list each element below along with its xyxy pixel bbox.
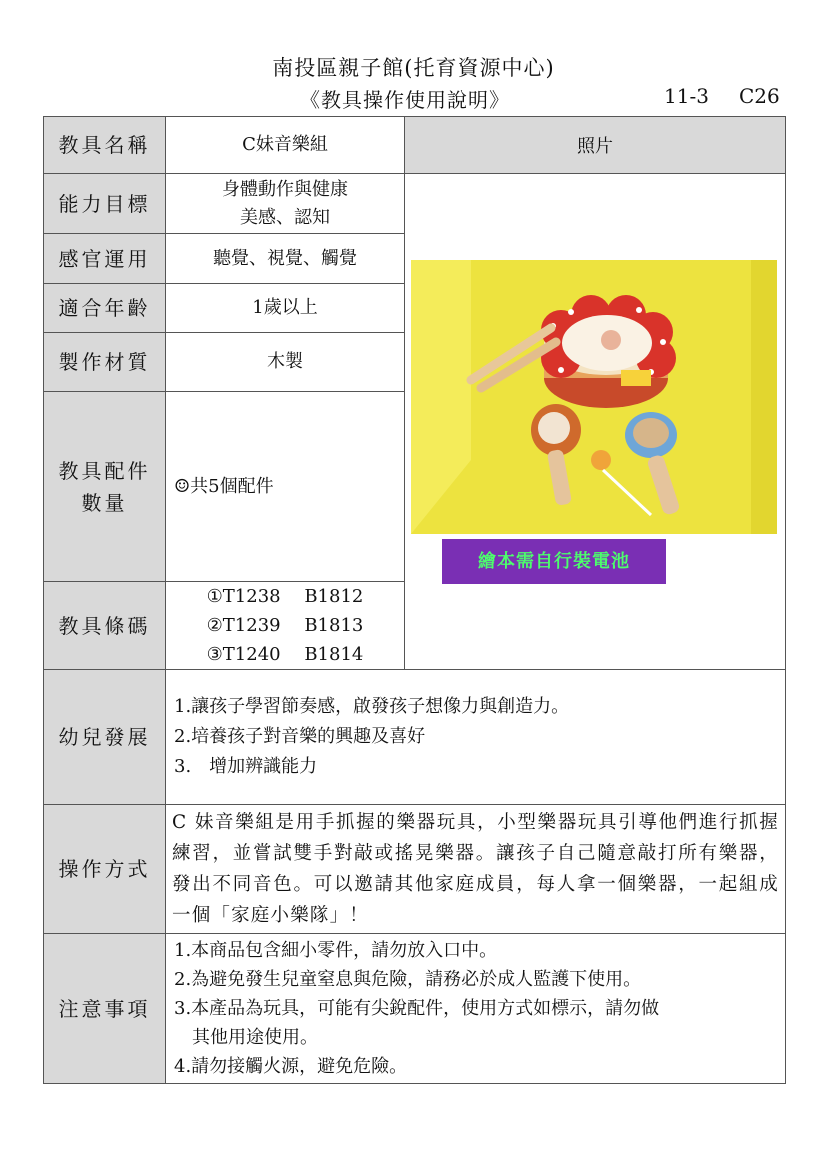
- parts-label-line-1: 教具配件: [58, 458, 151, 483]
- material-label: 製作材質: [44, 333, 166, 392]
- senses-label: 感官運用: [44, 234, 166, 284]
- development-item: 2.培養孩子對音樂的興趣及喜好: [174, 726, 426, 747]
- notes-item: 1.本商品包含細小零件，請勿放入口中。: [174, 940, 498, 961]
- development-label: 幼兒發展: [44, 670, 166, 805]
- notes-label: 注意事項: [44, 934, 166, 1084]
- parts-label-line-2: 數量: [81, 490, 128, 515]
- page-subtitle: 《教具操作使用說明》: [300, 88, 510, 112]
- barcode-item: ③T1240 B1814: [206, 644, 364, 665]
- name-value: C妹音樂組: [166, 117, 405, 174]
- parts-label: [44, 392, 166, 582]
- table-row: [44, 174, 786, 234]
- development-item: 3. 增加辨識能力: [174, 756, 318, 777]
- photo-label: 照片: [405, 117, 786, 174]
- ability-line-1: 身體動作與健康: [222, 178, 348, 200]
- table-row: [44, 934, 786, 1084]
- age-value: 1歲以上: [166, 284, 405, 333]
- notes-item: 4.請勿接觸火源，避免危險。: [174, 1056, 408, 1077]
- table-row: [44, 670, 786, 805]
- barcode-item: ①T1238 B1812: [206, 586, 364, 607]
- notes-list: [166, 934, 786, 1084]
- barcode-item: ②T1239 B1813: [206, 615, 364, 636]
- barcode-list: [166, 582, 405, 670]
- ability-label: 能力目標: [44, 174, 166, 234]
- table-row: [44, 805, 786, 934]
- development-item: 1.讓孩子學習節奏感，啟發孩子想像力與創造力。: [174, 696, 570, 717]
- photo-cell: [405, 174, 786, 670]
- material-value: 木製: [166, 333, 405, 392]
- senses-value: 聽覺、視覺、觸覺: [166, 234, 405, 284]
- notes-item: 其他用途使用。: [174, 1027, 318, 1048]
- development-list: [166, 670, 786, 805]
- photo-caption: 繪本需自行裝電池: [442, 539, 666, 584]
- notes-item: 3.本產品為玩具，可能有尖銳配件，使用方式如標示，請勿做: [174, 998, 660, 1019]
- ability-line-2: 美感、認知: [240, 206, 330, 228]
- parts-value: ☺共5個配件: [166, 392, 405, 582]
- barcode-label: 教具條碼: [44, 582, 166, 670]
- code-a: 11-3: [664, 84, 709, 108]
- document-code: [664, 84, 780, 108]
- music-set-illustration: [411, 260, 777, 534]
- product-photo: [411, 260, 777, 534]
- age-label: 適合年齡: [44, 284, 166, 333]
- table-row: [44, 117, 786, 174]
- notes-item: 2.為避免發生兒童窒息與危險，請務必於成人監護下使用。: [174, 969, 642, 990]
- instruction-table: [43, 116, 786, 1084]
- ability-value: [166, 174, 405, 234]
- code-b: C26: [738, 84, 780, 108]
- operation-label: 操作方式: [44, 805, 166, 934]
- page-title: 南投區親子館(托育資源中心): [272, 56, 555, 80]
- operation-text: C 妹音樂組是用手抓握的樂器玩具，小型樂器玩具引導他們進行抓握練習，並嘗試雙手對敲或搖晃樂器。讓孩子自己隨意敲打所有樂器，發出不同音色。可以邀請其他家庭成員，每人拿一個樂器，一起組成一個「家庭小樂隊」！: [166, 805, 786, 934]
- name-label: 教具名稱: [44, 117, 166, 174]
